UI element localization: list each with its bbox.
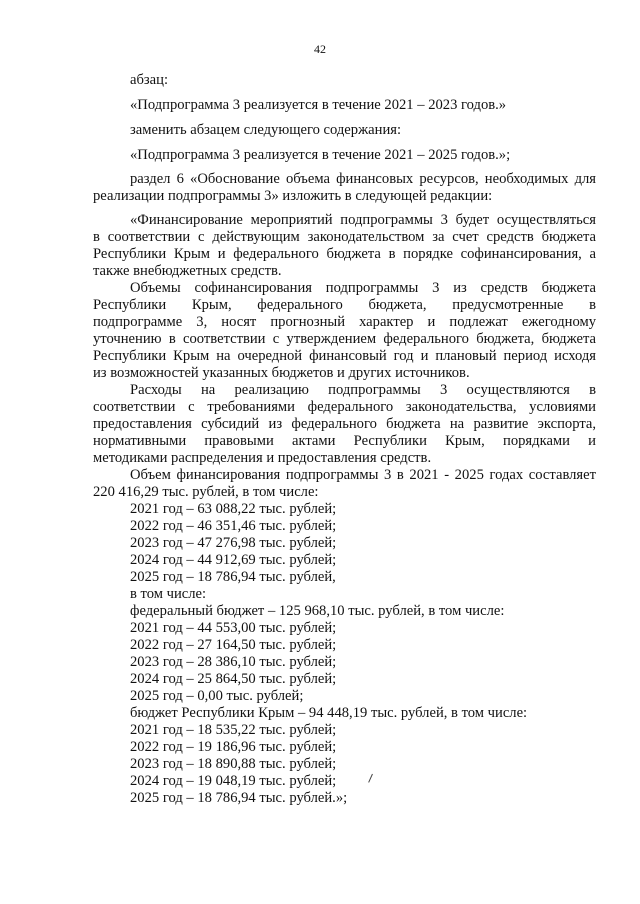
text-line: Республики Крым на очередной финансовый год и плановый период исходя bbox=[93, 348, 596, 364]
text-line: из возможностей указанных бюджетов и других источников. bbox=[93, 365, 470, 381]
text-line: федеральный бюджет – 125 968,10 тыс. рублей, в том числе: bbox=[130, 603, 505, 619]
text-line: предоставления субсидий из федерального бюджета на развитие экспорта, bbox=[93, 416, 596, 432]
text-line: 2024 год – 25 864,50 тыс. рублей; bbox=[130, 671, 337, 687]
text-line: 2021 год – 63 088,22 тыс. рублей; bbox=[130, 501, 337, 517]
text-line: 2022 год – 19 186,96 тыс. рублей; bbox=[130, 739, 337, 755]
text-line: абзац: bbox=[130, 72, 169, 88]
text-line: уточнению в соответствии с утверждением федерального бюджета, бюджета bbox=[93, 331, 596, 347]
pen-mark bbox=[364, 771, 377, 784]
text-line: 2023 год – 47 276,98 тыс. рублей; bbox=[130, 535, 337, 551]
text-line: 2024 год – 19 048,19 тыс. рублей; bbox=[130, 773, 337, 789]
text-line: соответствии с требованиями федерального законодательства, условиями bbox=[93, 399, 596, 415]
text-line: 2022 год – 46 351,46 тыс. рублей; bbox=[130, 518, 337, 534]
text-line: раздел 6 «Обоснование объема финансовых ресурсов, необходимых для bbox=[130, 171, 596, 187]
text-line: подпрограмме 3, носят прогнозный характер и подлежат ежегодному bbox=[93, 314, 596, 330]
text-line: 220 416,29 тыс. рублей, в том числе: bbox=[93, 484, 319, 500]
text-line: Республики Крым, федерального бюджета, предусмотренные в bbox=[93, 297, 596, 313]
text-line: «Подпрограмма 3 реализуется в течение 2021 – 2025 годов.»; bbox=[130, 147, 511, 163]
text-line: нормативными правовыми актами Республики Крым, порядками и bbox=[93, 433, 596, 449]
text-line: 2023 год – 28 386,10 тыс. рублей; bbox=[130, 654, 337, 670]
text-line: в том числе: bbox=[130, 586, 207, 602]
text-line: «Подпрограмма 3 реализуется в течение 2021 – 2023 годов.» bbox=[130, 97, 507, 113]
page-number: 42 bbox=[314, 42, 326, 56]
text-line: реализации подпрограммы 3» изложить в следующей редакции: bbox=[93, 188, 493, 204]
text-line: заменить абзацем следующего содержания: bbox=[130, 122, 402, 138]
text-line: бюджет Республики Крым – 94 448,19 тыс. рублей, в том числе: bbox=[130, 705, 528, 721]
text-line: Расходы на реализацию подпрограммы 3 осуществляются в bbox=[130, 382, 596, 398]
text-line: также внебюджетных средств. bbox=[93, 263, 282, 279]
text-line: Объемы софинансирования подпрограммы 3 из средств бюджета bbox=[130, 280, 596, 296]
text-line: «Финансирование мероприятий подпрограммы 3 будет осуществляться bbox=[130, 212, 596, 228]
text-line: 2023 год – 18 890,88 тыс. рублей; bbox=[130, 756, 337, 772]
text-line: методиками распределения и предоставления средств. bbox=[93, 450, 432, 466]
text-line: 2024 год – 44 912,69 тыс. рублей; bbox=[130, 552, 337, 568]
text-line: 2025 год – 18 786,94 тыс. рублей.»; bbox=[130, 790, 348, 806]
text-line: Республики Крым и федерального бюджета в порядке софинансирования, а bbox=[93, 246, 596, 262]
text-line: 2025 год – 0,00 тыс. рублей; bbox=[130, 688, 304, 704]
text-line: 2022 год – 27 164,50 тыс. рублей; bbox=[130, 637, 337, 653]
text-line: 2021 год – 44 553,00 тыс. рублей; bbox=[130, 620, 337, 636]
text-line: в соответствии с действующим законодательством за счет средств бюджета bbox=[93, 229, 596, 245]
text-line: 2021 год – 18 535,22 тыс. рублей; bbox=[130, 722, 337, 738]
text-line: Объем финансирования подпрограммы 3 в 2021 - 2025 годах составляет bbox=[130, 467, 596, 483]
text-line: 2025 год – 18 786,94 тыс. рублей, bbox=[130, 569, 336, 585]
